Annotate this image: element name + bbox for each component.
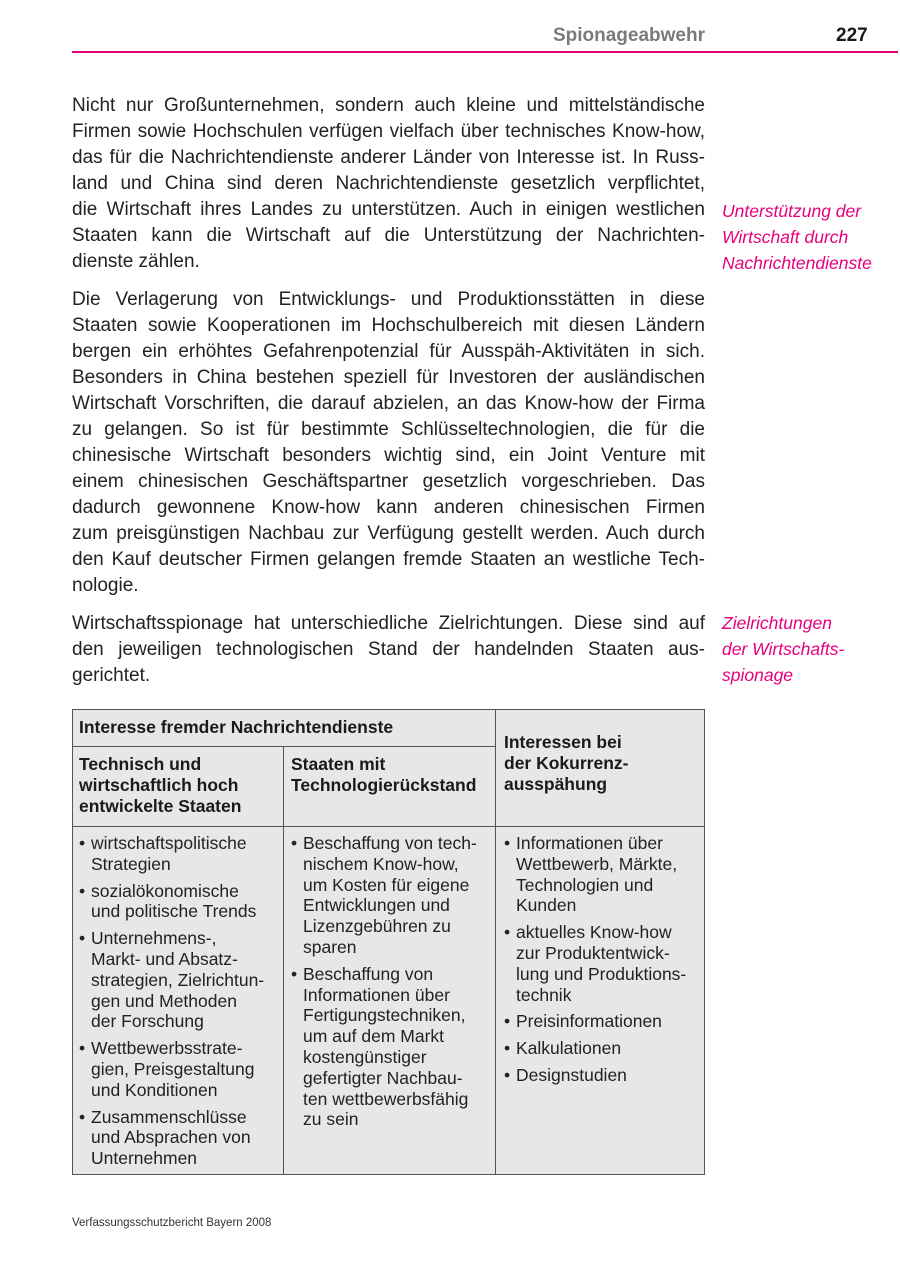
paragraph-line: Nicht nur Großunternehmen, sondern auch kleine und mittelständische [72,95,705,116]
list-item-line: und Konditionen [91,1079,218,1100]
column-header-line: Staaten mit [291,754,386,774]
paragraph-line: Die Verlagerung von Entwicklungs- und Produktionsstätten in diese [72,289,705,310]
page-number: 227 [836,25,868,46]
list-item-line: Strategien [91,853,171,874]
table-rule [283,746,284,1174]
table-list-item [291,833,477,958]
paragraph-line: den jeweiligen technologischen Stand der handelnden Staaten aus- [72,639,705,660]
body-text [72,93,705,701]
column-header-line: Technisch und [79,754,202,774]
margin-note [722,198,872,276]
column-header-line: entwickelte Staaten [79,796,242,816]
paragraph-line: Staaten kann die Wirtschaft auf die Unterstützung der Nachrichten- [72,225,705,246]
table-cell [504,833,686,1092]
list-item-line: Wettbewerb, Märkte, [516,853,678,874]
table-cell [79,833,264,1175]
list-item-line: und Absprachen von [91,1127,251,1148]
list-item-line: technik [516,984,572,1005]
column-header-line: Technologierückstand [291,775,477,795]
section-title: Spionageabwehr [552,25,705,46]
column-header-line: Interessen bei [504,732,622,752]
paragraph-line: Staaten sowie Kooperationen im Hochschulbereich mit diesen Ländern [72,315,705,336]
body-paragraph [72,611,705,689]
list-item-line: gefertigter Nachbau- [303,1067,463,1088]
list-item-line: gen und Methoden [91,990,237,1011]
column-header-line: ausspähung [504,774,608,794]
paragraph-line: Wirtschaftsspionage hat unterschiedliche Zielrichtungen. Diese sind auf [72,613,705,634]
list-item-line: ten wettbewerbsfähig [303,1088,469,1109]
list-item-line: strategien, Zielrichtun- [91,969,265,990]
margin-note-line: spionage [722,665,794,685]
paragraph-line: Besonders in China bestehen speziell für Investoren der ausländischen [72,367,705,388]
table-list-item [504,1065,686,1086]
list-item-line: • wirtschaftspolitische [91,833,247,853]
paragraph-line: nologie. [72,575,139,596]
list-item-line: • Zusammenschlüsse [91,1106,247,1127]
list-item-line: zu sein [303,1109,359,1130]
table-rule [73,826,704,827]
table-list-item [504,1011,686,1032]
margin-note-line: Unterstützung der [722,201,862,221]
page-footer: Verfassungsschutzbericht Bayern 2008 [72,1217,272,1229]
list-item-line: Lizenzgebühren zu [303,916,451,937]
table-rule [73,746,495,747]
column-header-line: wirtschaftlich hoch [79,775,239,795]
margin-note-line: Wirtschaft durch [722,227,849,247]
list-item-line: Fertigungstechniken, [303,1005,466,1026]
list-item-line: der Forschung [91,1011,204,1032]
list-item-line: • sozialökonomische [91,880,239,901]
list-item-line: sparen [303,936,357,957]
paragraph-line: dienste zählen. [72,251,200,272]
list-item-line: um auf dem Markt [303,1026,445,1047]
list-item-line: nischem Know-how, [303,853,459,874]
paragraph-line: Firmen sowie Hochschulen verfügen vielfach über technisches Know-how, [72,121,705,142]
table-column-header [504,732,628,795]
list-item-line: Markt- und Absatz- [91,948,238,969]
margin-note-line: der Wirtschafts- [722,639,845,659]
table-rule [495,710,496,1174]
list-item-line: Kunden [516,895,577,916]
paragraph-line: die Wirtschaft ihres Landes zu unterstützen. Auch in einigen westlichen [72,199,705,220]
table-list-item [79,1107,264,1169]
list-item-line: gien, Preisgestaltung [91,1058,255,1079]
header-rule [72,51,898,53]
list-item-line: um Kosten für eigene [303,874,470,895]
table-column-header [79,754,241,817]
list-item-line: Entwicklungen und [303,895,450,916]
paragraph-line: zum preisgünstigen Nachbau zur Verfügung gestellt werden. Auch durch [72,523,705,544]
table-list-item [504,833,686,916]
paragraph-line: den Kauf deutscher Firmen gelangen fremde Staaten an westliche Tech- [72,549,705,570]
table-list-item [79,833,264,875]
list-item-line: kostengünstiger [303,1046,427,1067]
table-list-item [291,964,477,1130]
body-paragraph [72,93,705,275]
table-list-item [79,881,264,923]
table-list-item [504,922,686,1005]
list-item-line: • Kalkulationen [516,1038,622,1059]
list-item-line: • Unternehmens-, [91,928,217,949]
table-list-item [79,928,264,1032]
list-item-line: Informationen über [303,984,450,1005]
table-group-header: Interesse fremder Nachrichtendienste [79,717,394,737]
list-item-line: und politische Trends [91,901,257,922]
paragraph-line: das für die Nachrichtendienste anderer Länder von Interesse ist. In Russ- [72,147,705,168]
column-header-line: der Kokurrenz- [504,753,629,773]
paragraph-line: dadurch gewonnene Know-how kann anderen chinesischen Firmen [72,497,705,518]
table-list-item [79,1038,264,1100]
list-item-line: zur Produktentwick- [516,942,670,963]
list-item-line: • Beschaffung von [303,963,434,984]
body-paragraph [72,287,705,599]
list-item-line: • Beschaffung von tech- [303,833,477,853]
list-item-line: • aktuelles Know-how [516,922,672,943]
table-column-header [291,754,476,796]
margin-note [722,610,844,688]
list-item-line: • Designstudien [516,1064,627,1085]
paragraph-line: bergen ein erhöhtes Gefahrenpotenzial für Ausspäh-Aktivitäten in sich. [72,341,705,362]
list-item-line: • Wettbewerbsstrate- [91,1038,243,1059]
paragraph-line: zu gelangen. So ist für bestimmte Schlüsseltechnologien, die für die [72,419,705,440]
table-cell [291,833,477,1136]
paragraph-line: chinesische Wirtschaft besonders wichtig sind, ein Joint Venture mit [72,445,705,466]
paragraph-line: land und China sind deren Nachrichtendienste gesetzlich verpflichtet, [72,173,705,194]
paragraph-line: einem chinesischen Geschäftspartner gesetzlich vorgeschrieben. Das [72,471,705,492]
list-item-line: Technologien und [516,874,654,895]
table-list-item [504,1038,686,1059]
list-item-line: • Preisinformationen [516,1011,662,1032]
list-item-line: Unternehmen [91,1148,198,1169]
margin-note-line: Nachrichtendienste [722,253,872,273]
margin-note-line: Zielrichtungen [722,613,832,633]
list-item-line: • Informationen über [516,833,663,853]
list-item-line: lung und Produktions- [516,963,687,984]
paragraph-line: Wirtschaft Vorschriften, die darauf abzielen, an das Know-how der Firma [72,393,705,414]
paragraph-line: gerichtet. [72,665,151,686]
comparison-table [72,709,705,1175]
